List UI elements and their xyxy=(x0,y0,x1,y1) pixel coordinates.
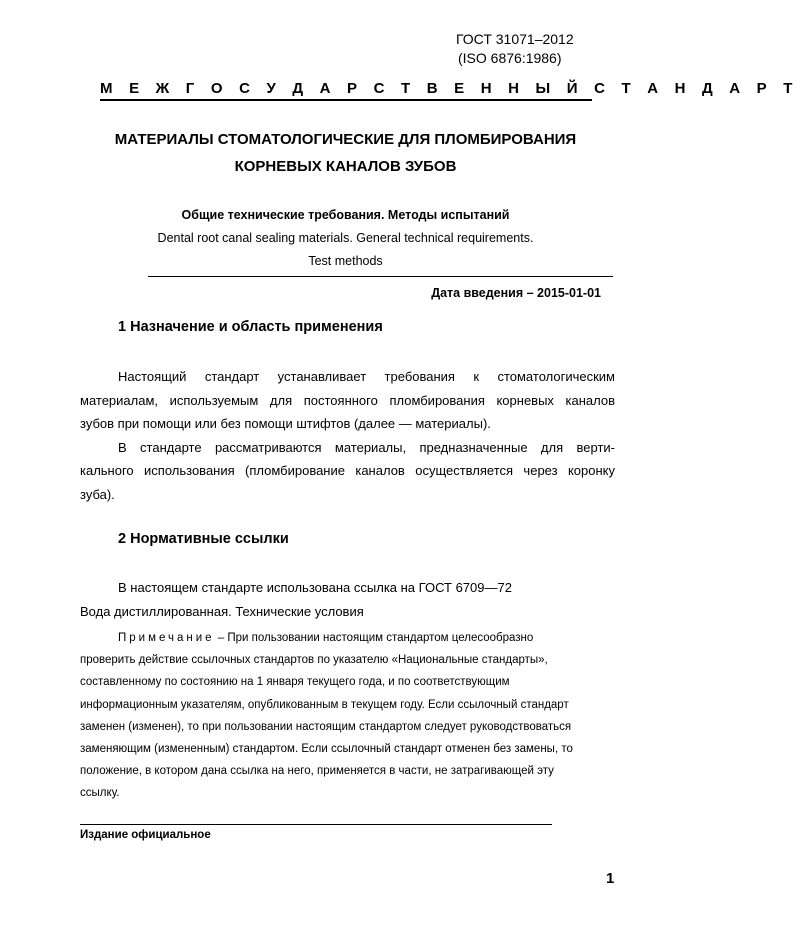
subtitle-en-line-1: Dental root canal sealing materials. General technical requirements. xyxy=(157,231,534,245)
standard-number: ГОСТ 31071–2012 xyxy=(456,31,574,47)
section-1-body xyxy=(80,365,615,506)
section-1-line: В стандарте рассматриваются материалы, предназначенные для верти- xyxy=(118,439,615,455)
document-title-line-2: КОРНЕВЫХ КАНАЛОВ ЗУБОВ xyxy=(234,158,457,175)
title-divider xyxy=(148,276,613,277)
interstate-standard-header: М Е Ж Г О С У Д А Р С Т В Е Н Н Ы Й С Т А Н Д А Р Т xyxy=(100,80,592,101)
note-line: положение, в котором дана ссылка на него, применяется в части, не затрагивающей эту xyxy=(80,765,554,778)
footer-divider xyxy=(80,824,552,825)
note-line: ссылку. xyxy=(80,787,120,800)
note-line: составленному по состоянию на 1 января текущего года, и по соответствующим xyxy=(80,676,510,689)
section-2-body xyxy=(80,576,615,623)
official-edition-label: Издание официальное xyxy=(80,829,211,841)
note-block xyxy=(80,627,615,805)
section-1-line: кального использования (пломбирование каналов осуществляется через коронку xyxy=(80,463,615,478)
document-title-line-1: МАТЕРИАЛЫ СТОМАТОЛОГИЧЕСКИЕ ДЛЯ ПЛОМБИРОВАНИЯ xyxy=(114,131,577,148)
section-1-line: Настоящий стандарт устанавливает требования к стоматологическим xyxy=(118,369,615,384)
subtitle-ru: Общие технические требования. Методы испытаний xyxy=(181,208,510,222)
iso-reference: (ISO 6876:1986) xyxy=(458,50,562,66)
introduction-date: Дата введения – 2015-01-01 xyxy=(431,286,601,300)
note-label: Примечание xyxy=(118,632,215,644)
note-line xyxy=(80,627,615,649)
section-1-line: материалам, используемым для постоянного пломбирования корневых каналов xyxy=(80,392,615,408)
note-line: заменен (изменен), то при пользовании настоящим стандартом следует руководствоваться xyxy=(80,720,572,733)
subtitle-en-line-2: Test methods xyxy=(308,254,383,268)
section-2-line: В настоящем стандарте использована ссылка на ГОСТ 6709—72 xyxy=(118,580,512,595)
standard-designation xyxy=(456,30,574,68)
section-2-heading: 2 Нормативные ссылки xyxy=(118,531,289,547)
section-1-heading: 1 Назначение и область применения xyxy=(118,319,383,335)
section-1-line: зуба). xyxy=(80,486,115,502)
page-number: 1 xyxy=(606,870,615,887)
section-2-line: Вода дистиллированная. Технические условия xyxy=(80,603,364,619)
note-line: проверить действие ссылочных стандартов по указателю «Национальные стандарты», xyxy=(80,654,548,667)
note-line: заменяющим (измененным) стандартом. Если ссылочный стандарт отменен без замены, то xyxy=(80,743,573,756)
section-1-line: зубов при помощи или без помощи штифтов (далее — материалы). xyxy=(80,416,491,431)
note-text: – При пользовании настоящим стандартом целесообразно xyxy=(214,632,534,644)
note-line: информационным указателям, опубликованным в текущем году. Если ссылочный стандарт xyxy=(80,698,569,711)
